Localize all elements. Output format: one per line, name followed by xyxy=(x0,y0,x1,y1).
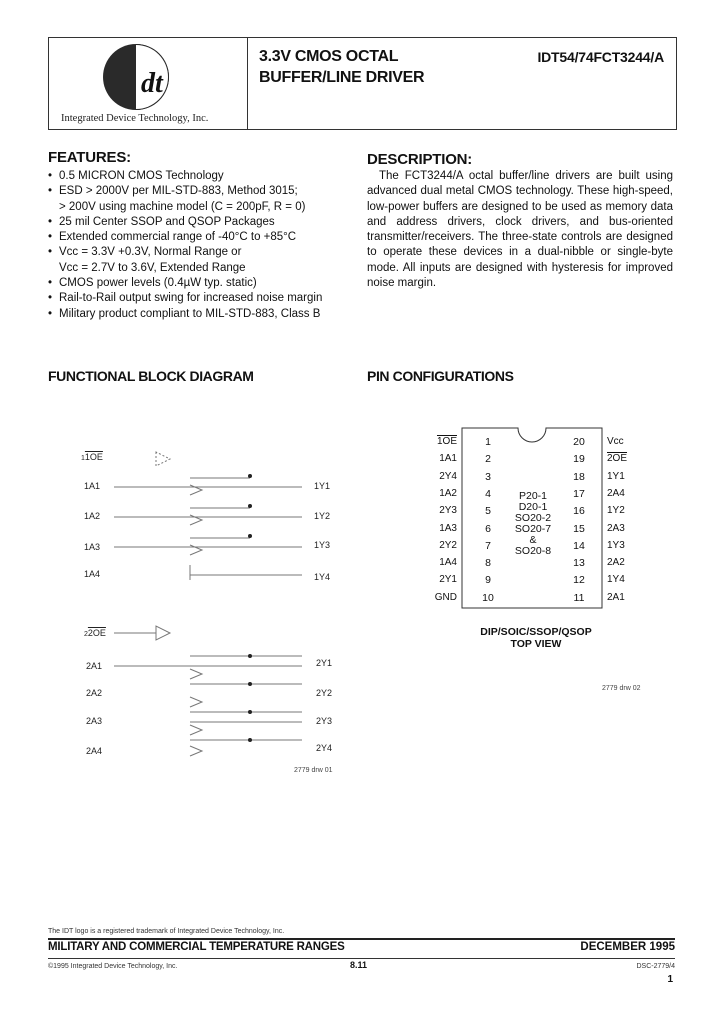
pin-left-name: 1A4 xyxy=(439,557,457,569)
pin-left-number: 10 xyxy=(482,591,494,604)
label-1Y2: 1Y2 xyxy=(314,511,331,521)
release-date: DECEMBER 1995 xyxy=(580,941,675,953)
oe1-text: 1OE xyxy=(84,452,103,462)
pin-right-number: 20 xyxy=(573,436,585,448)
package-code: P20-1 xyxy=(518,490,548,502)
pin-right-name: 1Y2 xyxy=(607,505,625,517)
pin-right-name: 1Y1 xyxy=(607,470,625,482)
pin-left-number: 4 xyxy=(485,487,491,500)
pin-left-number: 9 xyxy=(485,574,491,587)
package-code: SO20-7 xyxy=(514,523,552,535)
g2-buf4 xyxy=(190,746,202,756)
label-2Y1: 2Y1 xyxy=(316,658,333,668)
pin-left-name: 2Y2 xyxy=(439,539,457,551)
footer-rule-2 xyxy=(48,958,675,959)
g2-dot2 xyxy=(248,682,252,686)
pin-left-number: 8 xyxy=(485,557,491,570)
description-heading: DESCRIPTION: xyxy=(367,151,473,168)
pin-left-number: 2 xyxy=(485,453,491,466)
pin-right-number: 18 xyxy=(573,470,585,483)
page-title xyxy=(259,46,424,88)
pin-left-name: 2Y1 xyxy=(439,574,457,586)
label-1Y1: 1Y1 xyxy=(314,481,331,491)
label-2Y4: 2Y4 xyxy=(316,743,333,753)
pin-left-name: 1A2 xyxy=(439,487,457,499)
block-diagram-ref: 2779 drw 01 xyxy=(294,767,333,774)
logo-text: dt xyxy=(141,68,163,99)
oe1-label: 11OE xyxy=(81,452,103,462)
label-1A2: 1A2 xyxy=(84,511,101,521)
pin-right-name: 2A3 xyxy=(607,522,625,534)
g1-dot1 xyxy=(248,474,252,478)
description-body xyxy=(367,169,673,291)
bd-wires xyxy=(114,452,302,756)
section-number: 8.11 xyxy=(350,960,368,970)
package-line: DIP/SOIC/SSOP/QSOP xyxy=(480,626,592,638)
label-2Y2: 2Y2 xyxy=(316,688,333,698)
block-diagram xyxy=(70,440,350,780)
oe2-label: 22OE xyxy=(84,628,106,638)
features-heading: FEATURES: xyxy=(48,149,131,166)
label-1A1: 1A1 xyxy=(84,481,101,491)
features-list xyxy=(48,169,358,322)
trademark-note: The IDT logo is a registered trademark of Integrated Device Technology, Inc. xyxy=(48,928,285,935)
g2-dot3 xyxy=(248,710,252,714)
g2-dot4 xyxy=(248,738,252,742)
pin-left-number: 1 xyxy=(485,436,491,448)
copyright: ©1995 Integrated Device Technology, Inc. xyxy=(48,963,178,970)
page-number: 1 xyxy=(667,974,673,985)
footer-rule xyxy=(48,938,675,940)
pin-left-name: 2Y3 xyxy=(439,505,457,517)
title-line-2: BUFFER/LINE DRIVER xyxy=(259,69,425,86)
feature-item-cont: Vcc = 2.7V to 3.6V, Extended Range xyxy=(59,261,246,274)
pin-config-ref: 2779 drw 02 xyxy=(602,685,641,692)
oe1-buffer xyxy=(156,452,170,466)
label-1Y3: 1Y3 xyxy=(314,540,331,550)
pin-right-name: 2A4 xyxy=(607,487,625,499)
pin-right-number: 12 xyxy=(573,574,585,587)
g1-dot3 xyxy=(248,534,252,538)
g2-buf2 xyxy=(190,697,202,707)
pin-right-name: 1Y3 xyxy=(607,539,625,551)
g2-buf3 xyxy=(190,725,202,735)
feature-item: • CMOS power levels (0.4µW typ. static) xyxy=(48,276,358,291)
label-1Y4: 1Y4 xyxy=(314,572,331,582)
bd-dots xyxy=(248,474,252,742)
top-view: TOP VIEW xyxy=(510,638,562,650)
pin-config-heading: PIN CONFIGURATIONS xyxy=(367,368,514,384)
pin-left-number: 5 xyxy=(485,505,491,518)
pin-left-name: 1A3 xyxy=(439,522,457,534)
g2-dot1 xyxy=(248,654,252,658)
pin-right-name: 2A1 xyxy=(607,591,625,603)
feature-item: • Military product compliant to MIL-STD-883, Class B xyxy=(48,307,358,322)
label-2A4: 2A4 xyxy=(86,746,103,756)
pin-right-number: 11 xyxy=(573,591,585,604)
pin-right-name: 1Y4 xyxy=(607,574,625,586)
pin-right-number: 16 xyxy=(573,505,585,518)
feature-item: • Vcc = 3.3V +0.3V, Normal Range or xyxy=(48,245,358,260)
g2-buf1 xyxy=(190,669,202,679)
pin-left-name: 1A1 xyxy=(439,453,457,465)
package-code: D20-1 xyxy=(518,501,548,513)
temp-ranges: MILITARY AND COMMERCIAL TEMPERATURE RANGES xyxy=(48,941,345,953)
feature-item: • 25 mil Center SSOP and QSOP Packages xyxy=(48,215,358,230)
label-2Y3: 2Y3 xyxy=(316,716,333,726)
package-code: & xyxy=(529,534,537,546)
pin-left-number: 7 xyxy=(485,539,491,552)
pin-right-number: 15 xyxy=(573,522,585,535)
description-text: The FCT3244/A octal buffer/line drivers are built using advanced dual metal CMOS technology. These high-speed, low-power buffers are designed to be used as memory data and address drivers, clock drivers, and bus-oriented transmitter/receivers. The three-state controls are designed to operate these devices in a dual-nibble or single-byte mode. All inputs are designed with hysteresis for improved noise margin. xyxy=(367,170,673,290)
header-box xyxy=(48,37,677,130)
pin-left-number: 6 xyxy=(485,522,491,535)
g1-dot2 xyxy=(248,504,252,508)
feature-item: • Rail-to-Rail output swing for increased noise margin xyxy=(48,291,358,306)
label-2A3: 2A3 xyxy=(86,716,103,726)
part-number: IDT54/74FCT3244/A xyxy=(537,49,664,65)
pin-right-number: 14 xyxy=(573,539,585,552)
label-2A1: 2A1 xyxy=(86,661,103,671)
label-1A4: 1A4 xyxy=(84,569,101,579)
doc-number: DSC-2779/4 xyxy=(636,963,675,970)
block-diagram-heading: FUNCTIONAL BLOCK DIAGRAM xyxy=(48,368,254,384)
company-name: Integrated Device Technology, Inc. xyxy=(61,113,209,124)
pin-left-name: 2Y4 xyxy=(439,470,457,482)
title-line-1: 3.3V CMOS OCTAL xyxy=(259,48,399,65)
pin-right-name: Vcc xyxy=(607,436,624,447)
pin-right-name: 2A2 xyxy=(607,557,625,569)
feature-item: • Extended commercial range of -40°C to +85°C xyxy=(48,230,358,245)
feature-item: • ESD > 2000V per MIL-STD-883, Method 3015; xyxy=(48,184,358,199)
pin-right-number: 19 xyxy=(573,453,585,466)
pin-left-name: 1OE xyxy=(436,436,457,447)
pin-right-number: 13 xyxy=(573,557,585,570)
oe2-buffer xyxy=(156,626,170,640)
package-caption xyxy=(466,626,606,650)
oe2-text: 2OE xyxy=(87,628,106,638)
feature-item: • 0.5 MICRON CMOS Technology xyxy=(48,169,358,184)
pin-left-name: GND xyxy=(434,591,457,603)
package-code: SO20-2 xyxy=(514,512,552,524)
logo-area xyxy=(49,38,248,129)
pin-left-number: 3 xyxy=(485,470,491,483)
pin-right-number: 17 xyxy=(573,487,585,500)
label-2A2: 2A2 xyxy=(86,688,103,698)
pin-right-name: 2OE xyxy=(607,453,628,465)
package-code: SO20-8 xyxy=(514,545,552,557)
feature-item-cont: > 200V using machine model (C = 200pF, R = 0) xyxy=(59,200,306,213)
package-list xyxy=(513,491,553,557)
label-1A3: 1A3 xyxy=(84,542,101,552)
